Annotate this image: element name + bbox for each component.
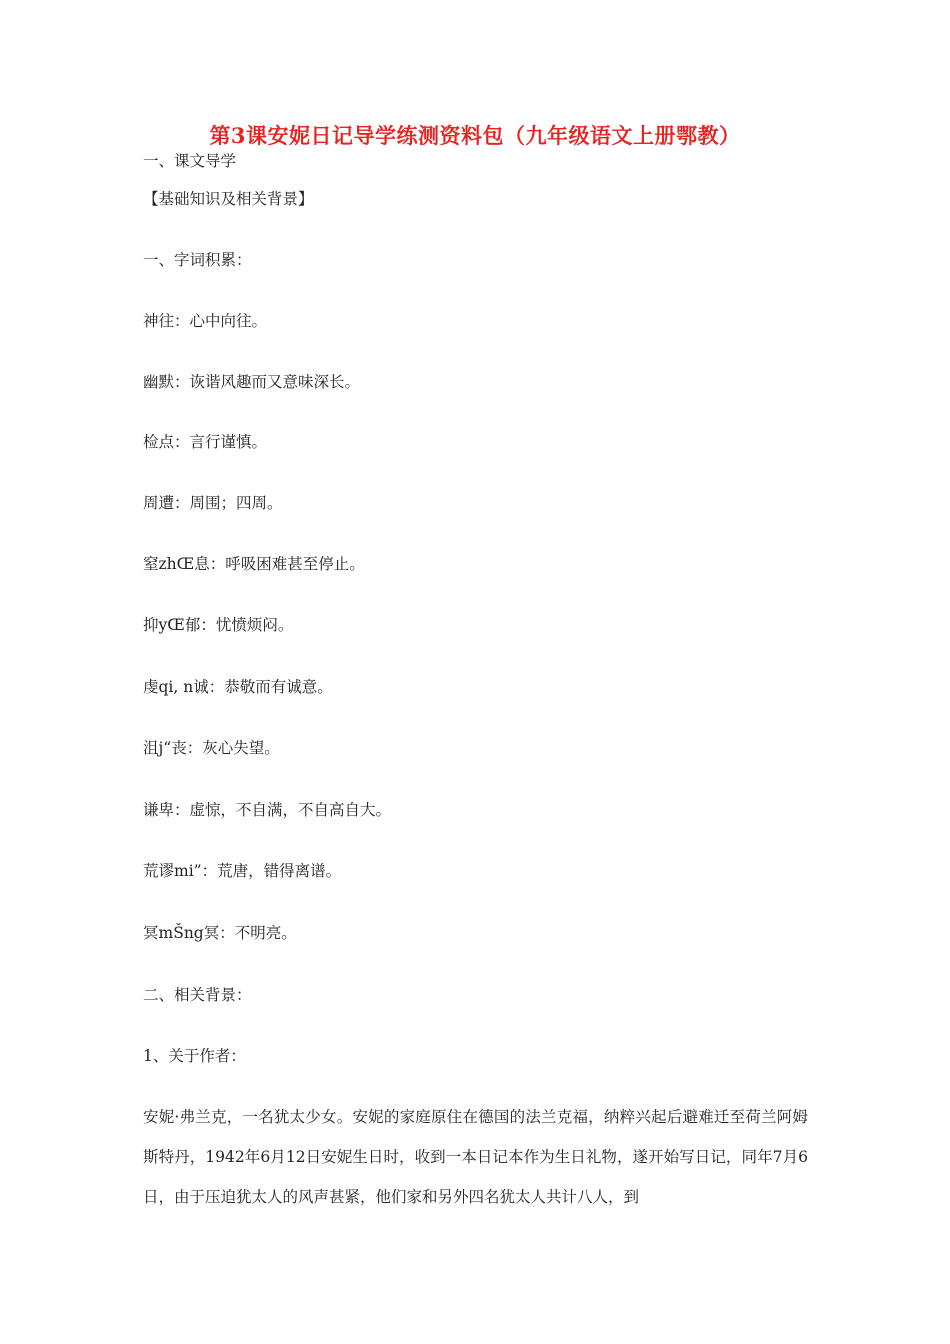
vocab-item: 窒zhŒ息：呼吸困难甚至停止。 [143, 555, 365, 573]
document-title: 第3课安妮日记导学练测资料包（九年级语文上册鄂教） [209, 123, 741, 148]
section-heading-lesson-guide: 一、课文导学 [143, 152, 237, 170]
vocab-item: 周遭：周围；四周。 [143, 494, 283, 512]
vocab-item: 检点：言行谨慎。 [143, 433, 268, 451]
author-paragraph: 安妮·弗兰克，一名犹太少女。安妮的家庭原住在德国的法兰克福，纳粹兴起后避难迁至荷兰阿姆斯特丹，1942年6月12日安妮生日时，收到一本日记本作为生日礼物，遂开始写日记，同年7月6日，由于压迫犹太人的风声甚紧，他们家和另外四名犹太人共计八人，到 [143, 1108, 808, 1206]
author-heading: 1、关于作者： [143, 1047, 246, 1065]
vocab-item: 谦卑：虚惊，不自满，不自高自大。 [143, 801, 392, 819]
subsection-heading-basic-knowledge: 【基础知识及相关背景】 [143, 190, 314, 208]
vocab-item: 虔qi, n诚：恭敬而有诚意。 [143, 678, 333, 696]
vocab-item: 幽默：诙谐风趣而又意味深长。 [143, 373, 361, 391]
vocab-item: 荒谬mi”：荒唐，错得离谱。 [143, 862, 342, 880]
vocab-item: 冥mŠng冥：不明亮。 [143, 924, 297, 942]
vocab-heading: 一、字词积累： [143, 251, 252, 269]
vocab-item: 沮j“丧：灰心失望。 [143, 739, 280, 757]
vocab-item: 抑yŒ郁：忧愤烦闷。 [143, 616, 294, 634]
background-heading: 二、相关背景： [143, 986, 252, 1004]
vocab-item: 神往：心中向往。 [143, 312, 268, 330]
